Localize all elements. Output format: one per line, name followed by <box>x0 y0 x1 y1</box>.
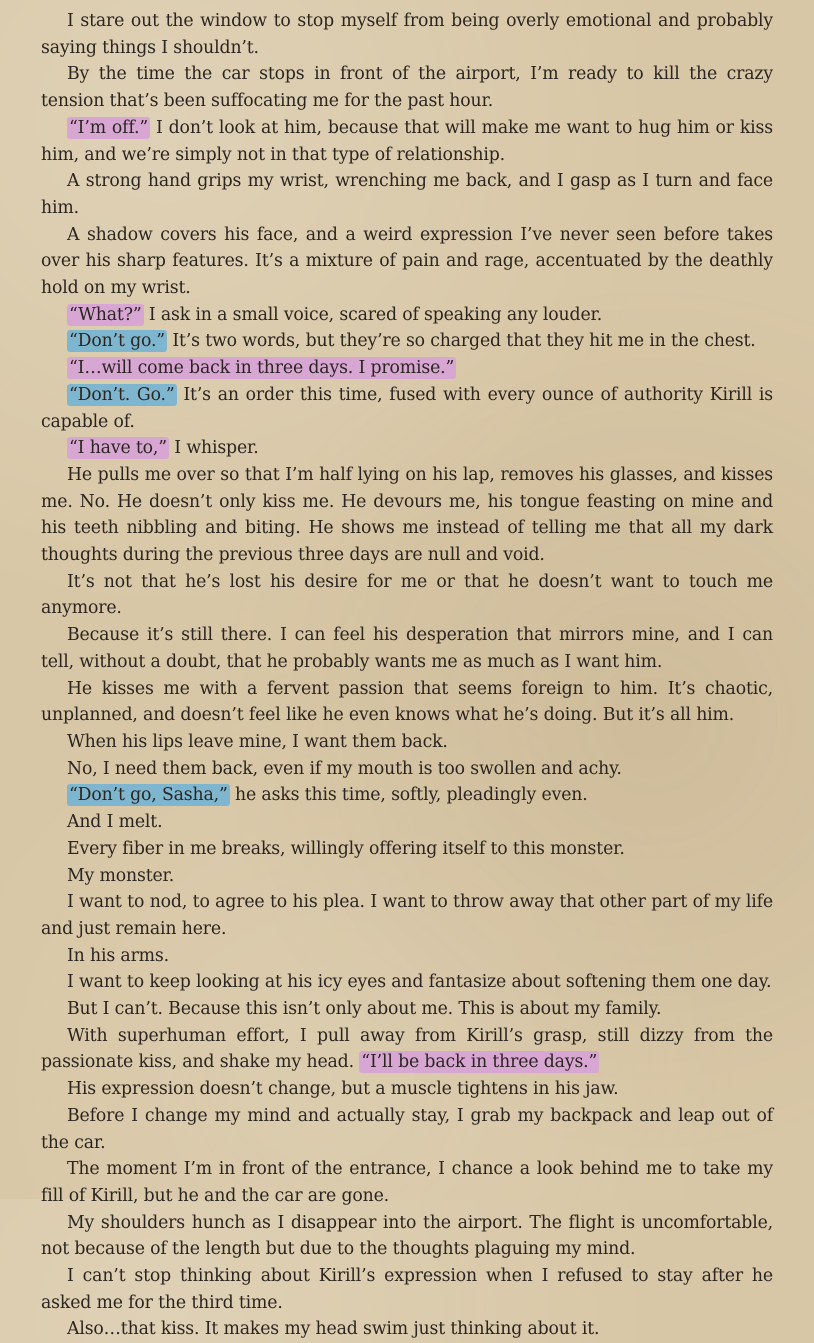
paragraph <box>41 355 773 382</box>
paragraph-text: I ask in a small voice, scared of speaking any louder. <box>143 304 603 325</box>
paragraph-text: By the time the car stops in front of the airport, I’m ready to kill the crazy tension that’s been suffocating me for the past hour. <box>41 64 773 112</box>
paragraph <box>41 756 773 783</box>
paragraph <box>41 168 773 221</box>
highlighted-dialogue-pink: “What?” <box>69 304 142 325</box>
paragraph <box>41 382 773 435</box>
paragraph-text: And I melt. <box>67 812 163 833</box>
paragraph <box>41 569 773 622</box>
page-text <box>41 8 773 1343</box>
paragraph-text: I whisper. <box>168 438 259 459</box>
paragraph <box>41 943 773 970</box>
paragraph-text: I want to keep looking at his icy eyes and fantasize about softening them one day. <box>67 972 772 993</box>
paragraph <box>41 1263 773 1316</box>
paragraph <box>41 1023 773 1076</box>
paragraph-text: He pulls me over so that I’m half lying on his lap, removes his glasses, and kisses me. No. He doesn’t only kiss me. He devours me, his tongue feasting on mine and his teeth nibbling and biting. He shows me instead of telling me that all my dark thoughts during the previous three days are null and void. <box>41 464 773 566</box>
paragraph-text: But I can’t. Because this isn’t only about me. This is about my family. <box>67 999 662 1020</box>
paragraph <box>41 115 773 168</box>
paragraph <box>41 676 773 729</box>
highlighted-dialogue-pink: “I have to,” <box>69 438 167 459</box>
paragraph-text: Because it’s still there. I can feel his desperation that mirrors mine, and I can tell, without a doubt, that he probably wants me as much as I want him. <box>41 625 773 672</box>
paragraph <box>41 889 773 942</box>
paragraph <box>41 1210 773 1263</box>
highlighted-dialogue-pink: “I…will come back in three days. I promise.” <box>69 358 455 379</box>
highlighted-dialogue-pink: “I’ll be back in three days.” <box>361 1052 598 1073</box>
paragraph <box>41 622 773 675</box>
paragraph <box>41 969 773 996</box>
highlighted-dialogue-pink: “I’m off.” <box>69 117 149 138</box>
paragraph-text: he asks this time, softly, pleadingly even. <box>229 785 588 806</box>
paragraph <box>41 1316 773 1343</box>
paragraph <box>41 435 773 462</box>
paragraph <box>41 996 773 1023</box>
paragraph <box>41 809 773 836</box>
paragraph-text: His expression doesn’t change, but a muscle tightens in his jaw. <box>67 1079 619 1100</box>
paragraph-text: No, I need them back, even if my mouth is too swollen and achy. <box>67 758 622 779</box>
paragraph-text: He kisses me with a fervent passion that seems foreign to him. It’s chaotic, unplanned, and doesn’t feel like he even knows what he’s doing. But it’s all him. <box>41 678 773 726</box>
paragraph-text: My shoulders hunch as I disappear into the airport. The flight is uncomfortable, not because of the length but due to the thoughts plaguing my mind. <box>41 1212 773 1260</box>
paragraph <box>41 836 773 863</box>
paragraph-text: A shadow covers his face, and a weird expression I’ve never seen before takes over his sharp features. It’s a mixture of pain and rage, accentuated by the deathly hold on my wrist. <box>41 224 773 299</box>
paragraph-text: I want to nod, to agree to his plea. I want to throw away that other part of my life and just remain here. <box>41 892 773 939</box>
paragraph-text: With superhuman effort, I pull away from Kirill’s grasp, still dizzy from the passionate kiss, and shake my head. <box>41 1025 773 1073</box>
paragraph-text: Every fiber in me breaks, willingly offering itself to this monster. <box>67 838 625 859</box>
paragraph-text: Before I change my mind and actually stay, I grab my backpack and leap out of the car. <box>41 1105 773 1153</box>
paragraph-text: My monster. <box>67 865 175 886</box>
paragraph-text: I can’t stop thinking about Kirill’s expression when I refused to stay after he asked me for the third time. <box>41 1266 773 1313</box>
paragraph <box>41 1156 773 1209</box>
paragraph-text: The moment I’m in front of the entrance, I chance a look behind me to take my fill of Kirill, but he and the car are gone. <box>41 1159 773 1206</box>
paragraph-text: A strong hand grips my wrist, wrenching me back, and I gasp as I turn and face him. <box>41 171 773 218</box>
paragraph-text: It’s two words, but they’re so charged that they hit me in the chest. <box>167 331 756 352</box>
paragraph-text: I stare out the window to stop myself from being overly emotional and probably saying things I shouldn’t. <box>41 11 773 58</box>
paragraph <box>41 222 773 302</box>
paragraph <box>41 863 773 890</box>
paragraph <box>41 8 773 61</box>
paragraph-text: It’s an order this time, fused with every ounce of authority Kirill is capable of. <box>41 384 773 432</box>
paragraph <box>41 1076 773 1103</box>
paragraph <box>41 729 773 756</box>
highlighted-dialogue-blue: “Don’t go, Sasha,” <box>69 785 228 806</box>
paragraph <box>41 61 773 114</box>
paragraph-text: It’s not that he’s lost his desire for me or that he doesn’t want to touch me anymore. <box>41 571 773 619</box>
paragraph-text: I don’t look at him, because that will make me want to hug him or kiss him, and we’re simply not in that type of relationship. <box>41 117 773 165</box>
highlighted-dialogue-blue: “Don’t. Go.” <box>69 384 175 405</box>
paragraph-text: In his arms. <box>67 945 169 966</box>
paragraph-text: Also…that kiss. It makes my head swim just thinking about it. <box>67 1319 600 1340</box>
paragraph <box>41 328 773 355</box>
highlighted-dialogue-blue: “Don’t go.” <box>69 331 165 352</box>
paragraph <box>41 302 773 329</box>
paragraph <box>41 462 773 569</box>
paragraph-text: When his lips leave mine, I want them back. <box>67 731 448 752</box>
paragraph <box>41 782 773 809</box>
paragraph <box>41 1103 773 1156</box>
